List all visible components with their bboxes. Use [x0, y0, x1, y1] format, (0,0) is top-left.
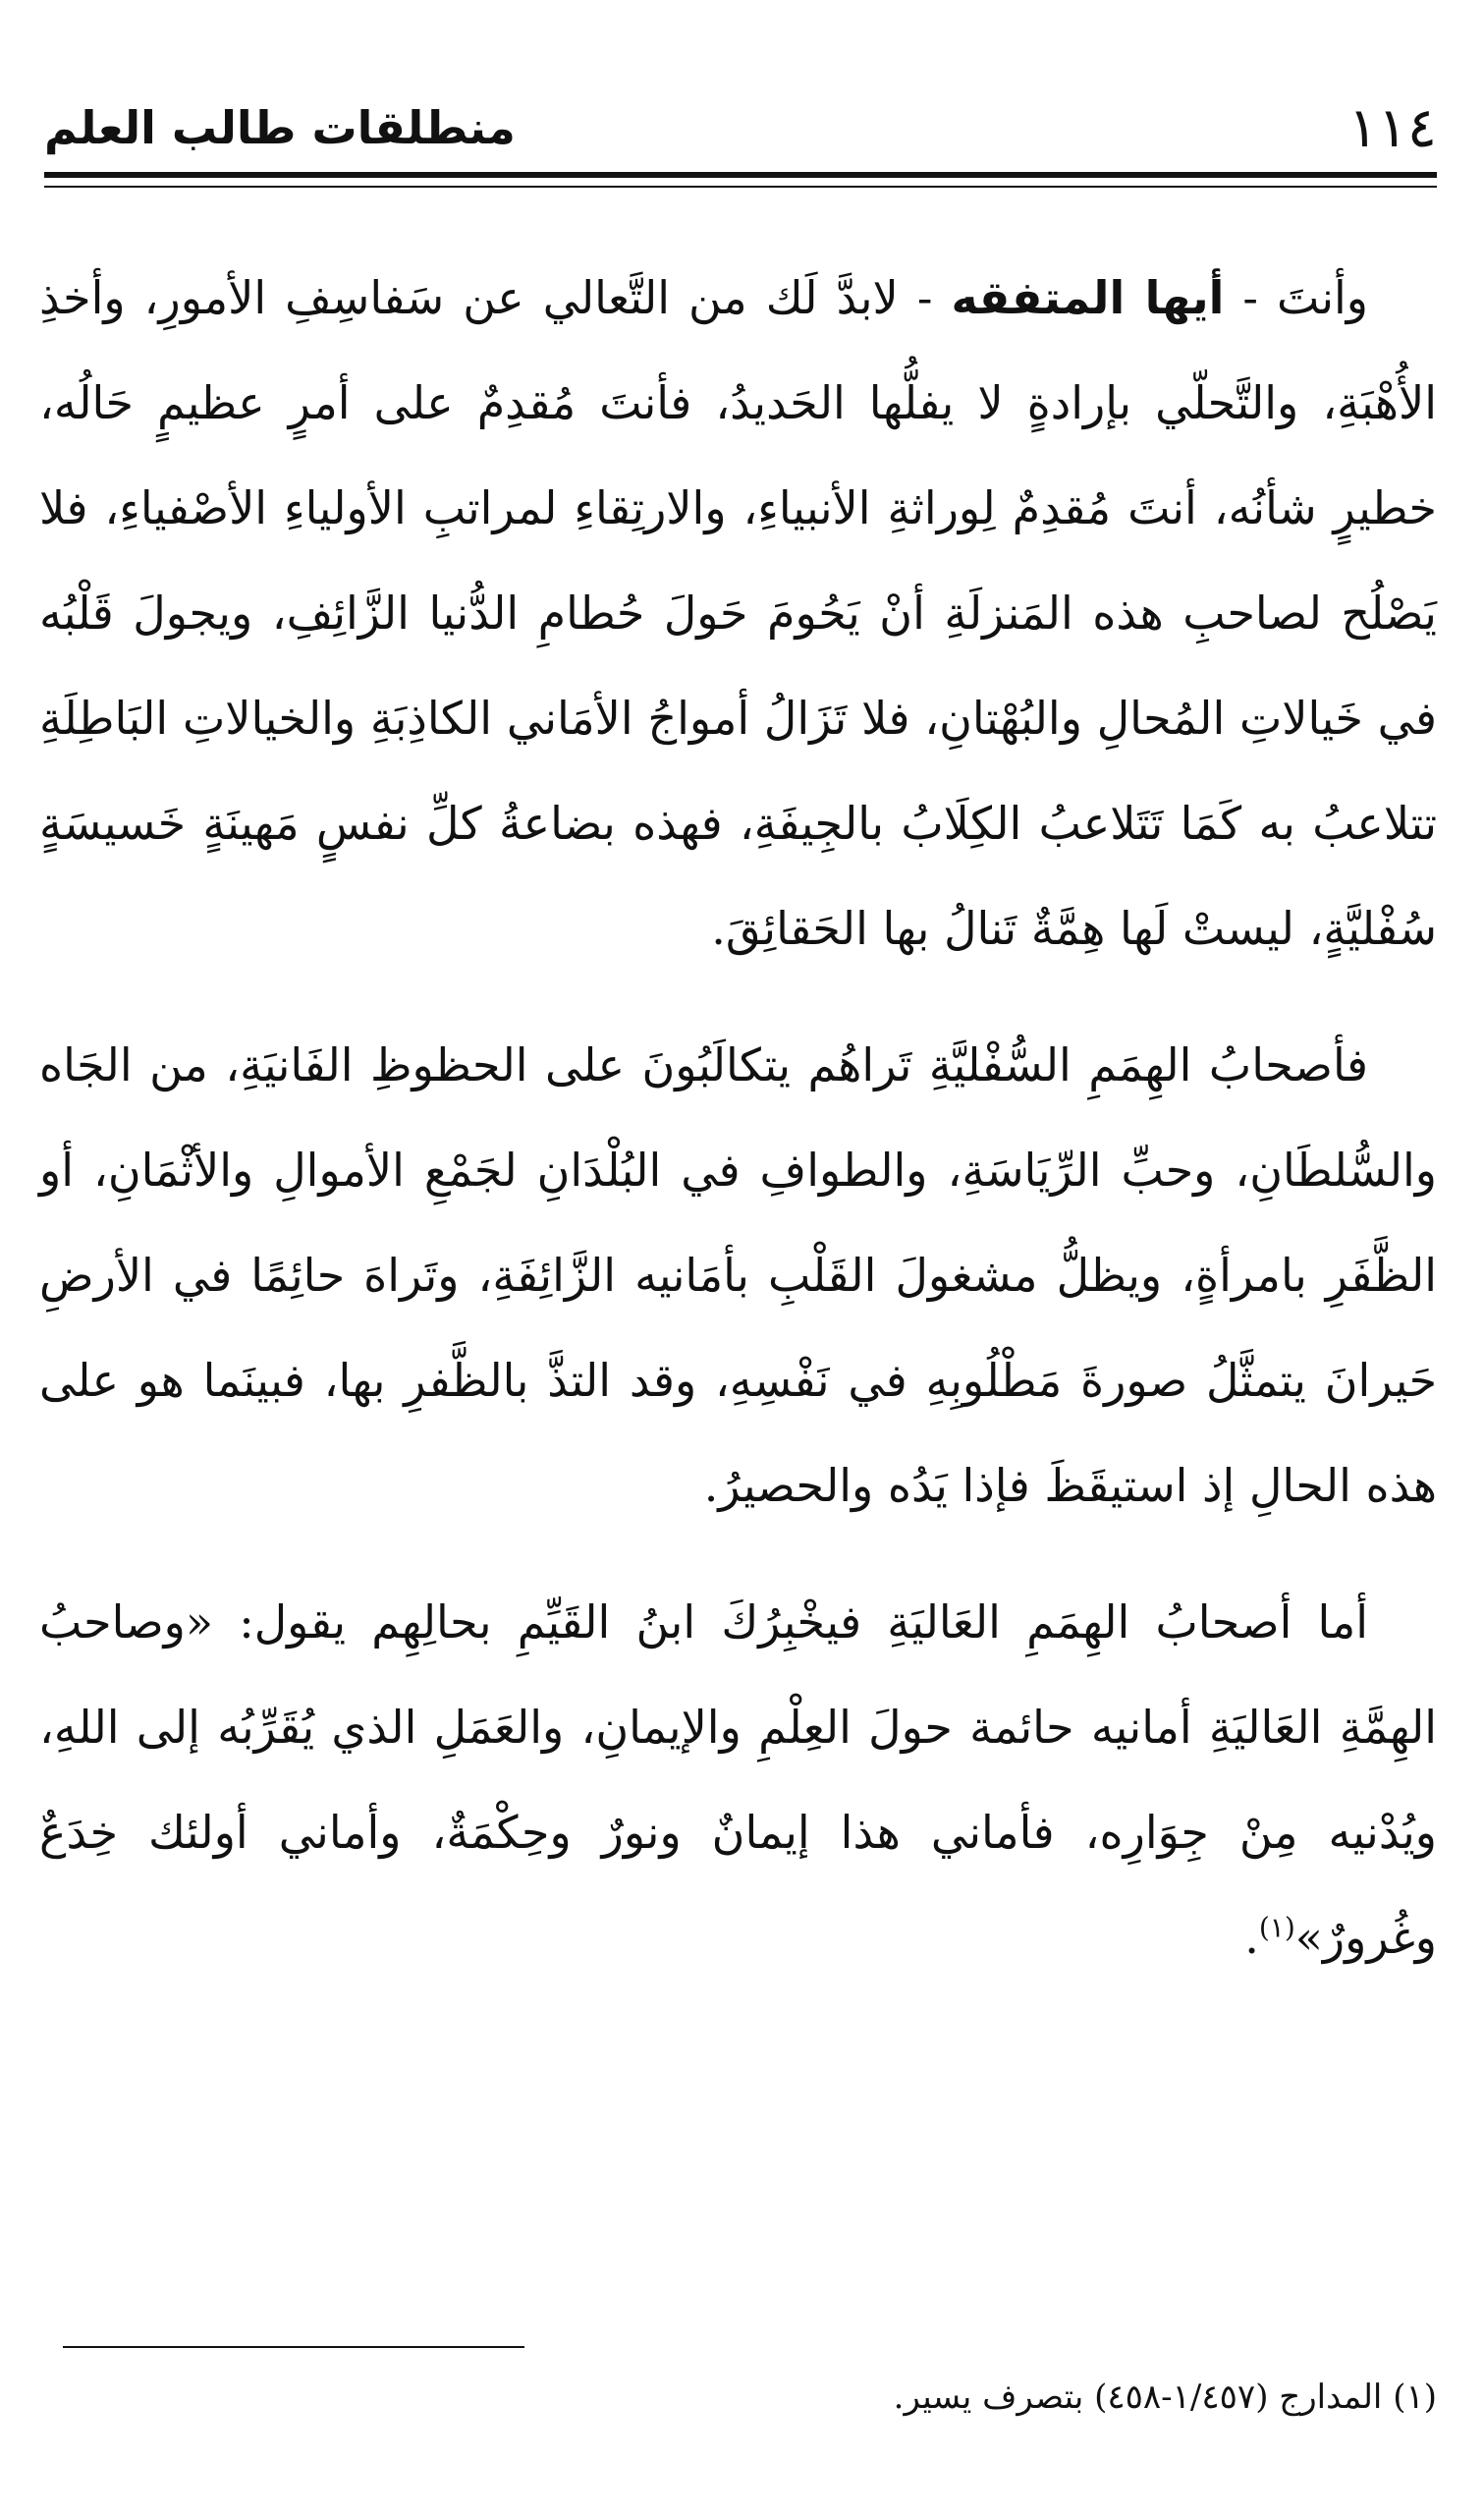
paragraph-3: [39, 1570, 1437, 1990]
header-rule-thin: [44, 186, 1437, 188]
header-rule-thick: [44, 172, 1437, 178]
body-text: [39, 246, 1437, 1990]
paragraph-3-end: .: [1244, 1911, 1259, 1964]
paragraph-1-start: وأنتَ -: [1224, 271, 1368, 324]
paragraph-2: فأصحابُ الهِمَمِ السُّفْليَّةِ تَراهُم يتكالَبُونَ على الحظوظِ الفَانيَةِ، من الجَاه والسُّلطَانِ، وحبِّ الرِّيَاسَةِ، والطوافِ في البُلْدَانِ لجَمْعِ الأموالِ والأثْمَانِ، أو الظَّفَرِ بامرأةٍ، ويظلُّ مشغولَ القَلْبِ بأمَانيه الزَّائِفَةِ، وتَراهَ حائِمًا في الأرضِ حَيرانَ يتمثَّلُ صورةَ مَطْلُوبِهِ في نَفْسِهِ، وقد التذَّ بالظَّفرِ بها، فبينَما هو على هذه الحالِ إذ استيقَظَ فإذا يَدُه والحصيرُ.: [39, 1038, 1437, 1512]
footnote: [39, 2368, 1437, 2427]
book-title: منطلقات طالب العلم: [44, 101, 516, 154]
footnote-text: المدارج (١/٤٥٧-٤٥٨) بتصرف يسير.: [893, 2377, 1383, 2417]
footnote-reference[interactable]: (١): [1258, 1911, 1295, 1944]
page-number: ١١٤: [1347, 95, 1437, 160]
paragraph-1-rest: - لابدَّ لَك من التَّعالي عن سَفاسِفِ الأمورِ، وأخذِ الأُهْبَةِ، والتَّحلّي بإرادةٍ لا يفلُّها الحَديدُ، فأنتَ مُقدِمٌ على أمرٍ عظيمٍ حَالُه، خطيرٍ شأنُه، أنتَ مُقدِمٌ لِوراثةِ الأنبياءِ، والارتِقاءِ لمراتبِ الأولياءِ الأصْفياءِ، فلا يَصْلُح لصاحبِ هذه المَنزلَةِ أنْ يَحُومَ حَولَ حُطامِ الدُّنيا الزَّائِفِ، ويجولَ قَلْبُه في خَيالاتِ المُحالِ والبُهْتانِ، فلا تَزَالُ أمواجُ الأمَاني الكاذِبَةِ والخيالاتِ البَاطِلَةِ تتلاعبُ به كَمَا تَتَلاعبُ الكِلَابُ بالجِيفَةِ، فهذه بضاعةُ كلِّ نفسٍ مَهينَةٍ خَسيسَةٍ سُفْليَّةٍ، ليستْ لَها هِمَّةٌ تَنالُ بها الحَقائِقَ.: [39, 271, 1437, 955]
footnote-marker: (١): [1393, 2377, 1437, 2417]
address-emphasis: أيها المتفقه: [951, 271, 1225, 324]
running-header: [44, 93, 1437, 162]
paragraph-3-text: أما أصحابُ الهِمَمِ العَاليَةِ فيخْبِرُكَ ابنُ القَيِّمِ بحالِهِم يقول: «وصاحبُ الهِمَّةِ العَاليَةِ أمانيه حائمة حولَ العِلْمِ والإيمانِ، والعَمَلِ الذي يُقَرِّبُه إلى اللهِ، ويُدْنيه مِنْ جِوَارِه، فأماني هذا إيمانٌ ونورٌ وحِكْمَةٌ، وأماني أولئك خِدَعٌ وغُرورٌ»: [39, 1595, 1437, 1964]
footnote-rule: [63, 2346, 524, 2348]
paragraph-1: [39, 246, 1437, 981]
